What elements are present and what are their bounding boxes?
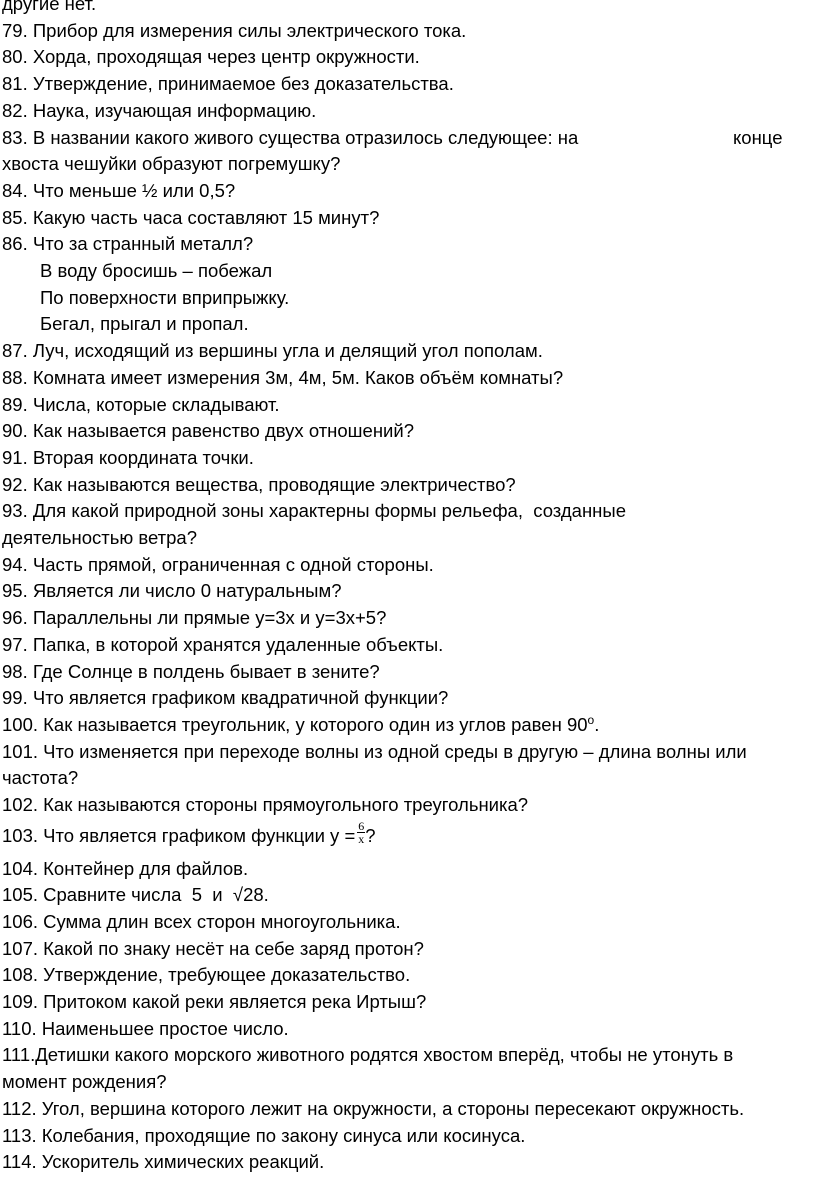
- question-95: 95. Является ли число 0 натуральным?: [2, 580, 342, 602]
- question-108: 108. Утверждение, требующее доказательство.: [2, 964, 411, 986]
- riddle-line: Бегал, прыгал и пропал.: [40, 313, 249, 335]
- question-96: 96. Параллельны ли прямые у=3х и у=3х+5?: [2, 607, 387, 629]
- question-90: 90. Как называется равенство двух отношений?: [2, 420, 414, 442]
- question-106: 106. Сумма длин всех сторон многоугольника.: [2, 910, 401, 932]
- question-105: 105. Сравните числа 5 и √28.: [2, 884, 269, 906]
- question-94: 94. Часть прямой, ограниченная с одной стороны.: [2, 553, 434, 575]
- document-page: [2, 0, 814, 1176]
- question-93: 93. Для какой природной зоны характерны формы рельефа, созданные: [2, 500, 626, 522]
- riddle-line: В воду бросишь – побежал: [40, 260, 273, 282]
- question-102: 102. Как называются стороны прямоугольного треугольника?: [2, 794, 529, 816]
- question-92: 92. Как называются вещества, проводящие электричество?: [2, 473, 516, 495]
- fraction-numerator: 6: [358, 819, 365, 834]
- question-83-text-right: конце: [733, 126, 783, 148]
- question-85: 85. Какую часть часа составляют 15 минут?: [2, 206, 380, 228]
- question-101-continued: частота?: [2, 767, 79, 789]
- question-101: 101. Что изменяется при переходе волны из одной среды в другую – длина волны или: [2, 740, 747, 762]
- riddle-line: По поверхности вприпрыжку.: [40, 286, 290, 308]
- question-83-continued: хвоста чешуйки образуют погремушку?: [2, 153, 341, 175]
- question-83-text: 83. В названии какого живого существа отразилось следующее: на: [2, 126, 579, 148]
- question-111-continued: момент рождения?: [2, 1071, 167, 1093]
- question-100: [2, 712, 814, 739]
- question-80: 80. Хорда, проходящая через центр окружности.: [2, 46, 420, 68]
- question-103: [2, 819, 814, 850]
- question-104: 104. Контейнер для файлов.: [2, 857, 249, 879]
- question-113: 113. Колебания, проходящие по закону синуса или косинуса.: [2, 1124, 526, 1146]
- question-84: 84. Что меньше ½ или 0,5?: [2, 179, 236, 201]
- question-109: 109. Притоком какой реки является река Иртыш?: [2, 991, 427, 1013]
- question-111: 111.Детишки какого морского животного родятся хвостом вперёд, чтобы не утонуть в: [2, 1044, 734, 1066]
- question-98: 98. Где Солнце в полдень бывает в зените?: [2, 660, 380, 682]
- question-93-continued: деятельностью ветра?: [2, 527, 197, 549]
- fraction-denominator: x: [358, 832, 365, 847]
- question-112: 112. Угол, вершина которого лежит на окружности, а стороны пересекают окружность.: [2, 1097, 745, 1119]
- degree-sign: о: [587, 712, 595, 727]
- question-88: 88. Комната имеет измерения 3м, 4м, 5м. Каков объём комнаты?: [2, 366, 564, 388]
- question-91: 91. Вторая координата точки.: [2, 446, 254, 468]
- question-103-end: ?: [365, 824, 376, 846]
- text-line: другие нет.: [2, 0, 97, 14]
- question-79: 79. Прибор для измерения силы электрического тока.: [2, 19, 467, 41]
- question-89: 89. Числа, которые складывают.: [2, 393, 280, 415]
- question-87: 87. Луч, исходящий из вершины угла и делящий угол пополам.: [2, 340, 543, 362]
- question-100-end: .: [594, 713, 600, 735]
- question-83: [2, 125, 814, 152]
- question-114: 114. Ускоритель химических реакций.: [2, 1151, 325, 1173]
- question-97: 97. Папка, в которой хранятся удаленные объекты.: [2, 633, 444, 655]
- fraction-6-over-x: [357, 820, 365, 845]
- question-100-text: 100. Как называется треугольник, у которого один из углов равен 90: [2, 713, 588, 735]
- question-82: 82. Наука, изучающая информацию.: [2, 99, 317, 121]
- question-81: 81. Утверждение, принимаемое без доказательства.: [2, 73, 454, 95]
- question-103-text: 103. Что является графиком функции у =: [2, 824, 356, 846]
- question-99: 99. Что является графиком квадратичной функции?: [2, 687, 449, 709]
- question-107: 107. Какой по знаку несёт на себе заряд протон?: [2, 937, 424, 959]
- question-110: 110. Наименьшее простое число.: [2, 1017, 289, 1039]
- question-86: 86. Что за странный металл?: [2, 233, 254, 255]
